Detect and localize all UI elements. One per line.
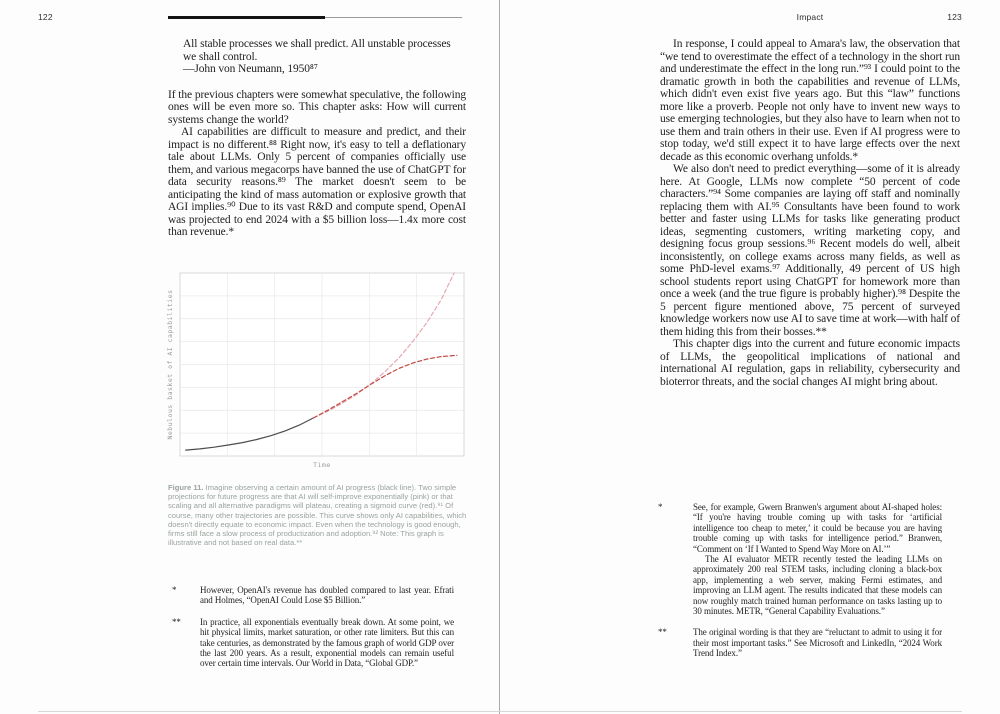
footnote	[658, 627, 942, 658]
page-number-right: 123	[947, 12, 962, 22]
left-footnotes	[172, 585, 454, 680]
body-paragraph: This chapter digs into the current and future economic impacts of LLMs, the geopolitical implications of national and international AI regulation, gaps in reliability, cybersecurity and bioterror threats, and the social changes AI might bring about.	[660, 338, 960, 388]
footnote-marker: **	[658, 627, 667, 638]
footnote	[172, 585, 454, 606]
footnote-marker: *	[658, 502, 663, 512]
footnote-marker: *	[172, 585, 177, 595]
footnote-marker: **	[172, 616, 181, 627]
body-paragraph: In response, I could appeal to Amara's law, the observation that “we tend to overestimate the effect of a technology in the short run and underestimate the effect in the long run.”⁹³ I could point to the dramatic growth in both the capabilities and revenue of LLMs, which didn't even exist five years ago. But this “law” functions more like a proverb. People not only have to invent new ways to use emerging technologies, but they also have to learn when not to use them and train others in their use. Even if AI progress were to stop today, we'd still expect it to have large effects over the next decade as this economic overhang unfolds.*	[660, 38, 960, 163]
right-page-text-column	[660, 38, 960, 388]
chapter-progress-rule	[168, 16, 462, 20]
footnote-text	[693, 502, 942, 616]
body-paragraph: We also don't need to predict everything—some of it is already here. At Google, LLMs now complete “50 percent of code characters.”⁹⁴ Some companies are laying off staff and nominally replacing them with AI.⁹⁵ Consultants have been found to work better and faster using LLMs for tasks like generating product ideas, segmenting customers, writing marketing copy, and designing focus group sessions.⁹⁶ Recent models do well, albeit inconsistently, on college exams across many fields, as well as some PhD-level exams.⁹⁷ Additionally, 49 percent of US high school students report using ChatGPT for homework more than once a week (and the true figure is probably higher).⁹⁸ Despite the 5 percent figure mentioned above, 75 percent of surveyed knowledge workers now use AI to save time at work—with half of them hiding this from their bosses.**	[660, 163, 960, 338]
y-axis-label: Nebulous basket of AI capabilities	[166, 289, 174, 440]
body-paragraph: AI capabilities are difficult to measure and predict, and their impact is no different.⁸⁸ Right now, it's easy to tell a deflationary tale about LLMs. Only 5 percent of companies officially use them, and various megacorps have banned the use of ChatGPT for data security reasons.⁸⁹ The market doesn't seem to be anticipating the kind of mass automation or explosive growth that AGI implies.⁹⁰ Due to its vast R&D and compute spend, OpenAI was projected to end 2024 with a $5 billion loss—1.4x more cost than revenue.*	[168, 126, 466, 238]
left-page-text-column	[168, 38, 466, 239]
footnote	[172, 617, 454, 669]
footnote	[658, 502, 942, 616]
page-number-left: 122	[38, 12, 53, 22]
progress-rule-track	[325, 17, 462, 18]
footnote-paragraph: See, for example, Gwern Branwen's argument about AI-shaped holes: “If you're having trouble coming up with tasks for ‘artificial intelligence too cheap to meter,’ it could be because you are having trouble coming up with tasks for intelligence period.” Branwen, “Comment on ‘If I Wanted to Spend Way More on AI.’”	[693, 502, 942, 554]
footnote-text: In practice, all exponentials eventually break down. At some point, we hit physical limits, market saturation, or other rate limiters. But this can take centuries, as demonstrated by the famous graph of world GDP over the last 200 years. As a result, exponential models can remain useful over certain time intervals. Our World in Data, “Global GDP.”	[200, 616, 454, 669]
figure-caption-text: Imagine observing a certain amount of AI progress (black line). Two simple projections for future progress are that AI will self-improve exponentially (pink) or that scaling and all alternative paradigms will plateau, creating a sigmoid curve (red).⁹¹ Of course, many other trajectories are possible. This curve shows only AI capabilities, which doesn't directly equate to economic impact. Even when the technology is good enough, firms still face a slow process of productization and adoption.⁹² Note: This graph is illustrative and not based on real data.**	[168, 483, 467, 548]
running-header: Impact	[796, 12, 824, 22]
epigraph-attribution: —John von Neumann, 1950⁸⁷	[183, 63, 318, 75]
figure-11-chart	[166, 270, 466, 470]
footnote-text	[693, 627, 942, 658]
footnote-paragraph: The AI evaluator METR recently tested the leading LLMs on approximately 200 real STEM tasks, including cloning a black-box app, implementing a web server, making Fermi estimates, and improving an LLM agent. The results indicated that these models can now roughly match trained human performance on tasks lasting up to 30 minutes. METR, “General Capability Evaluations.”	[693, 554, 942, 617]
epigraph	[183, 38, 466, 76]
spine-divider	[499, 0, 500, 714]
figure-caption-label: Figure 11.	[168, 483, 204, 492]
footnote-text: However, OpenAI's revenue has doubled compared to last year. Efrati and Holmes, “OpenAI Could Lose $5 Billion.”	[200, 585, 454, 606]
epigraph-text: All stable processes we shall predict. All unstable processes we shall control.	[183, 38, 451, 63]
right-footnotes	[658, 502, 942, 670]
figure-caption	[168, 483, 468, 547]
body-paragraph: If the previous chapters were somewhat speculative, the following ones will be even more so. This chapter asks: How will current systems change the world?	[168, 88, 466, 126]
footnote-paragraph: The original wording is that they are “reluctant to admit to using it for their most important tasks.” See Microsoft and LinkedIn, “2024 Work Trend Index.”	[693, 627, 942, 659]
x-axis-label: Time	[313, 461, 331, 469]
bottom-edge-rule	[38, 711, 962, 712]
progress-rule-filled	[168, 16, 325, 19]
